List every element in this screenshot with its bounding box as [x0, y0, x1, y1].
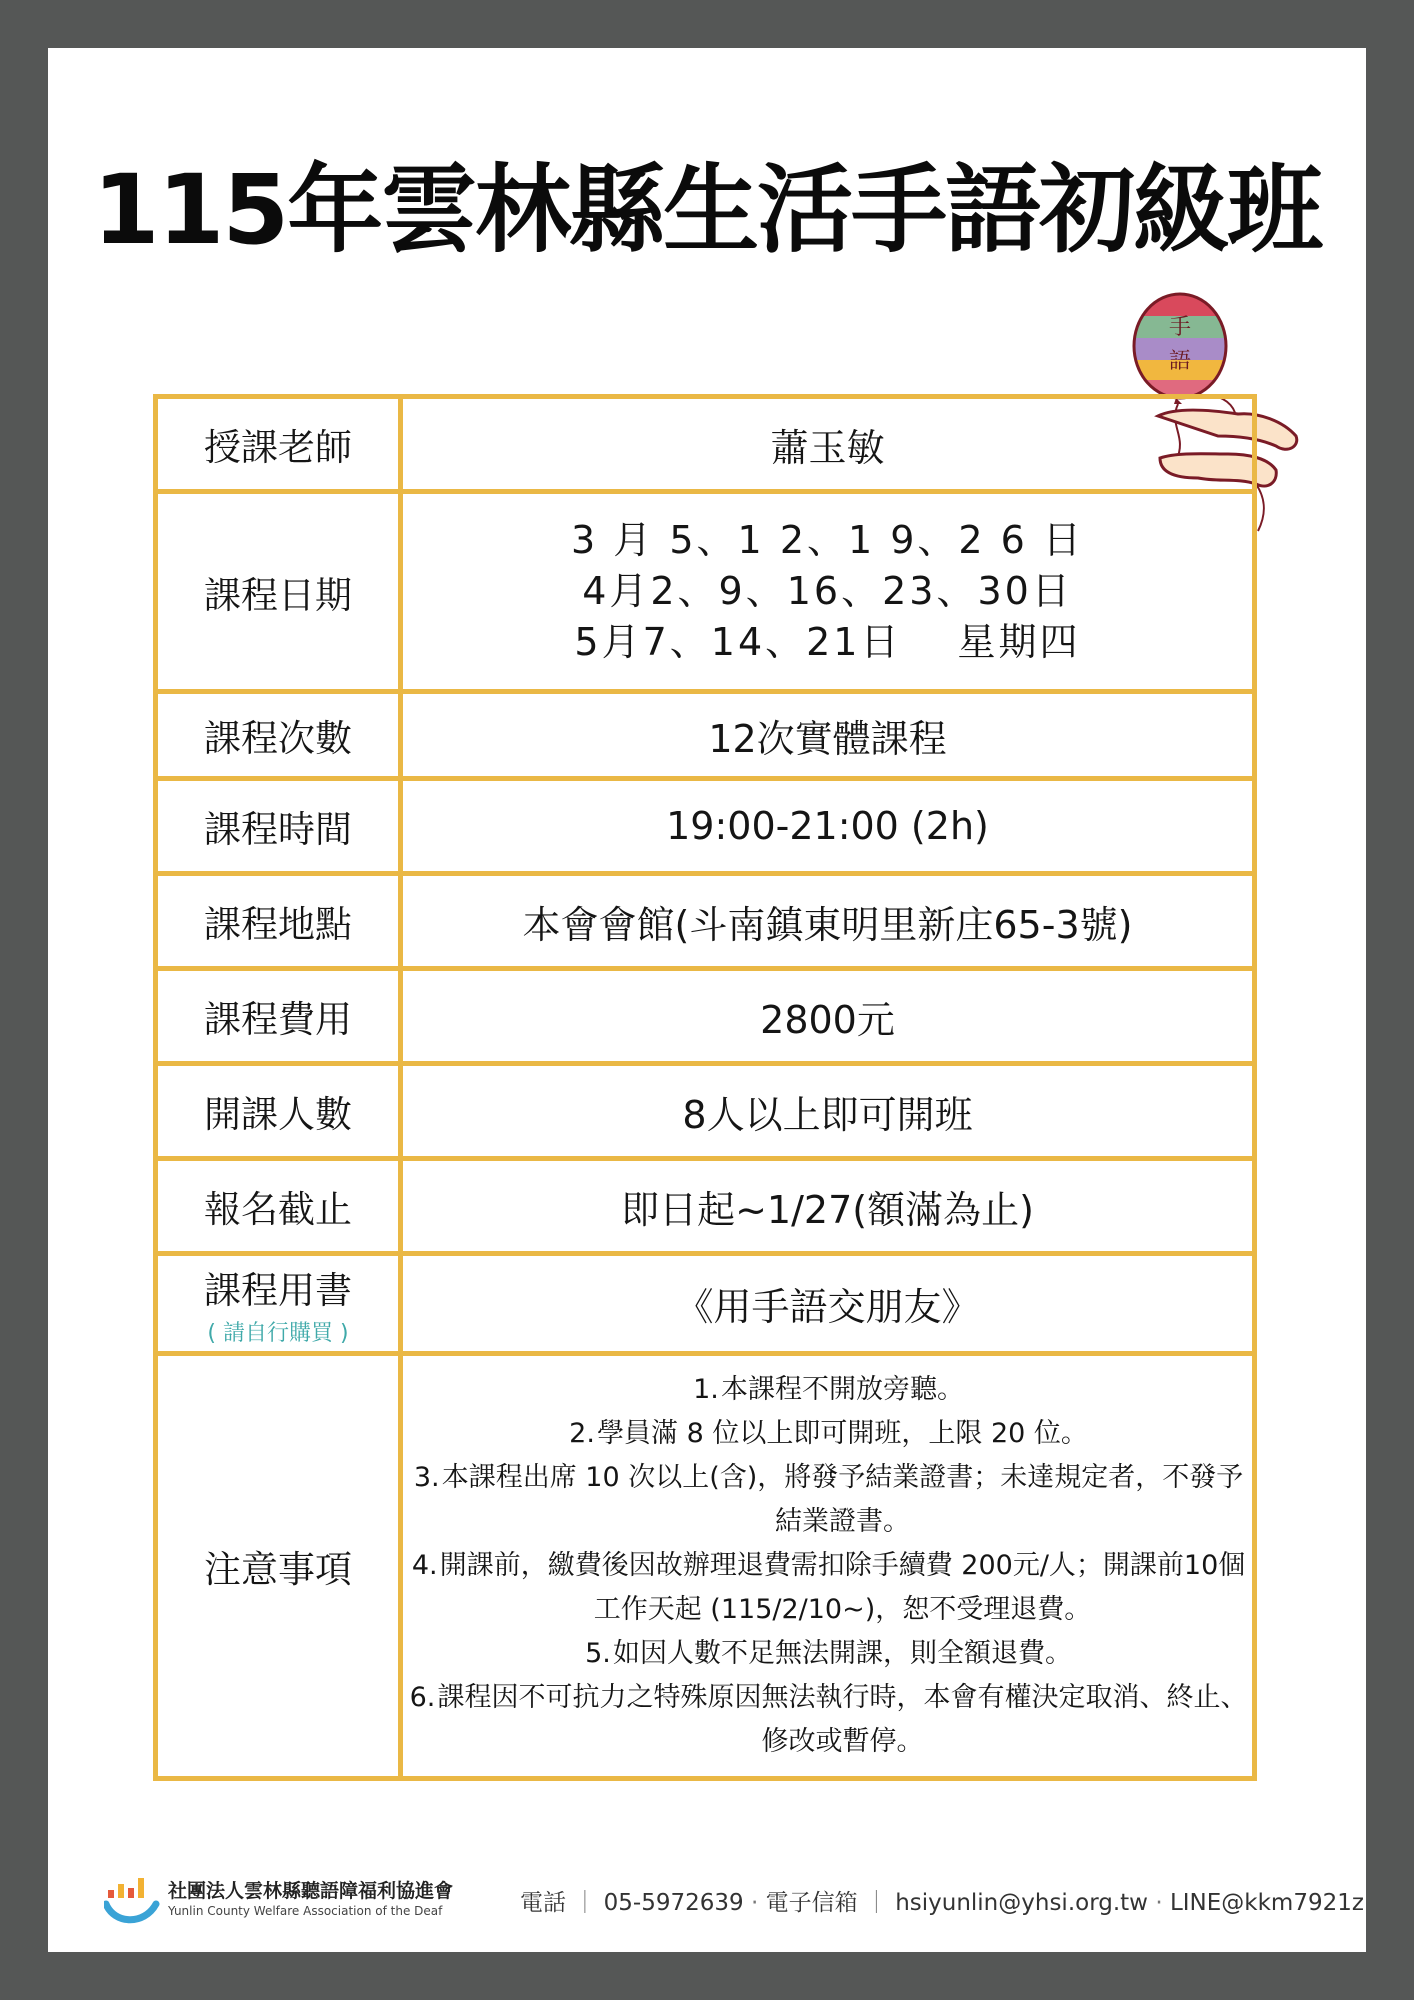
row-value: 本會會館(斗南鎮東明里新庄65-3號) [401, 874, 1255, 969]
list-item: 1.本課程不開放旁聽。 [693, 1374, 964, 1405]
table-row-time [156, 779, 1255, 874]
list-item: 6.課程因不可抗力之特殊原因無法執行時，本會有權決定取消、終止、修改或暫停。 [409, 1682, 1248, 1757]
row-value-dates [401, 492, 1255, 692]
date-line: 3 月 5、1 2、1 9、2 6 日 [571, 518, 1084, 562]
row-label: 開課人數 [156, 1064, 401, 1159]
row-value: 2800元 [401, 969, 1255, 1064]
balloon-char-1: 手 [1168, 315, 1192, 340]
separator-dot: · [750, 1890, 759, 1916]
line-id[interactable]: LINE@kkm7921z [1169, 1890, 1364, 1916]
row-value: 即日起~1/27(額滿為止) [401, 1159, 1255, 1254]
row-label: 課程費用 [156, 969, 401, 1064]
email-label: 電子信箱 [765, 1890, 858, 1916]
list-item: 4.開課前，繳費後因故辦理退費需扣除手續費 200元/人；開課前10個工作天起 (115/2/10~)，恕不受理退費。 [411, 1550, 1246, 1625]
row-label-textbook [156, 1254, 401, 1354]
table-row-deadline [156, 1159, 1255, 1254]
row-value: 8人以上即可開班 [401, 1064, 1255, 1159]
association-logo-icon [104, 1876, 160, 1934]
list-item: 5.如因人數不足無法開課，則全額退費。 [585, 1638, 1072, 1669]
email-link[interactable]: hsiyunlin@yhsi.org.tw [895, 1890, 1148, 1916]
table-row-enrollment [156, 1064, 1255, 1159]
table-row-sessions [156, 692, 1255, 779]
table-row-notes [156, 1354, 1255, 1779]
phone-number[interactable]: 05-5972639 [603, 1890, 744, 1916]
row-value: 19:00-21:00 (2h) [401, 779, 1255, 874]
notes-cell [401, 1354, 1255, 1779]
balloon-char-2: 語 [1168, 349, 1192, 374]
organization-name-english: Yunlin County Welfare Association of the Deaf [168, 1904, 443, 1918]
row-label: 課程地點 [156, 874, 401, 969]
table-row-dates [156, 492, 1255, 692]
contact-info [520, 1884, 1364, 1917]
notes-list [403, 1368, 1252, 1764]
row-value: 蕭玉敏 [401, 397, 1255, 492]
list-item: 2.學員滿 8 位以上即可開班，上限 20 位。 [569, 1418, 1088, 1449]
row-label: 課程時間 [156, 779, 401, 874]
table-row-fee [156, 969, 1255, 1064]
table-row-teacher [156, 397, 1255, 492]
page-title: 115年雲林縣生活手語初級班 [92, 154, 1322, 266]
list-item: 3.本課程出席 10 次以上(含)，將發予結業證書；未達規定者，不發予結業證書。 [413, 1462, 1244, 1537]
separator-dot: · [1155, 1890, 1163, 1916]
separator: ｜ [864, 1890, 888, 1916]
row-label: 授課老師 [156, 397, 401, 492]
date-line: 4月2、9、16、23、30日 [582, 569, 1073, 613]
separator: ｜ [573, 1890, 597, 1916]
course-info-table [153, 394, 1257, 1781]
organization-name: 社團法人雲林縣聽語障福利協進會 [168, 1880, 454, 1902]
table-row-location [156, 874, 1255, 969]
row-label: 課程日期 [156, 492, 401, 692]
row-label: 課程次數 [156, 692, 401, 779]
row-label: 報名截止 [156, 1159, 401, 1254]
row-value: 12次實體課程 [401, 692, 1255, 779]
row-label: 注意事項 [156, 1354, 401, 1779]
row-value: 《用手語交朋友》 [401, 1254, 1255, 1354]
date-line: 5月7、14、21日 星期四 [574, 620, 1081, 664]
row-label: 課程用書 [204, 1269, 352, 1312]
phone-label: 電話 [520, 1890, 566, 1916]
table-row-textbook [156, 1254, 1255, 1354]
purchase-note: ( 請自行購買 ) [207, 1321, 349, 1346]
